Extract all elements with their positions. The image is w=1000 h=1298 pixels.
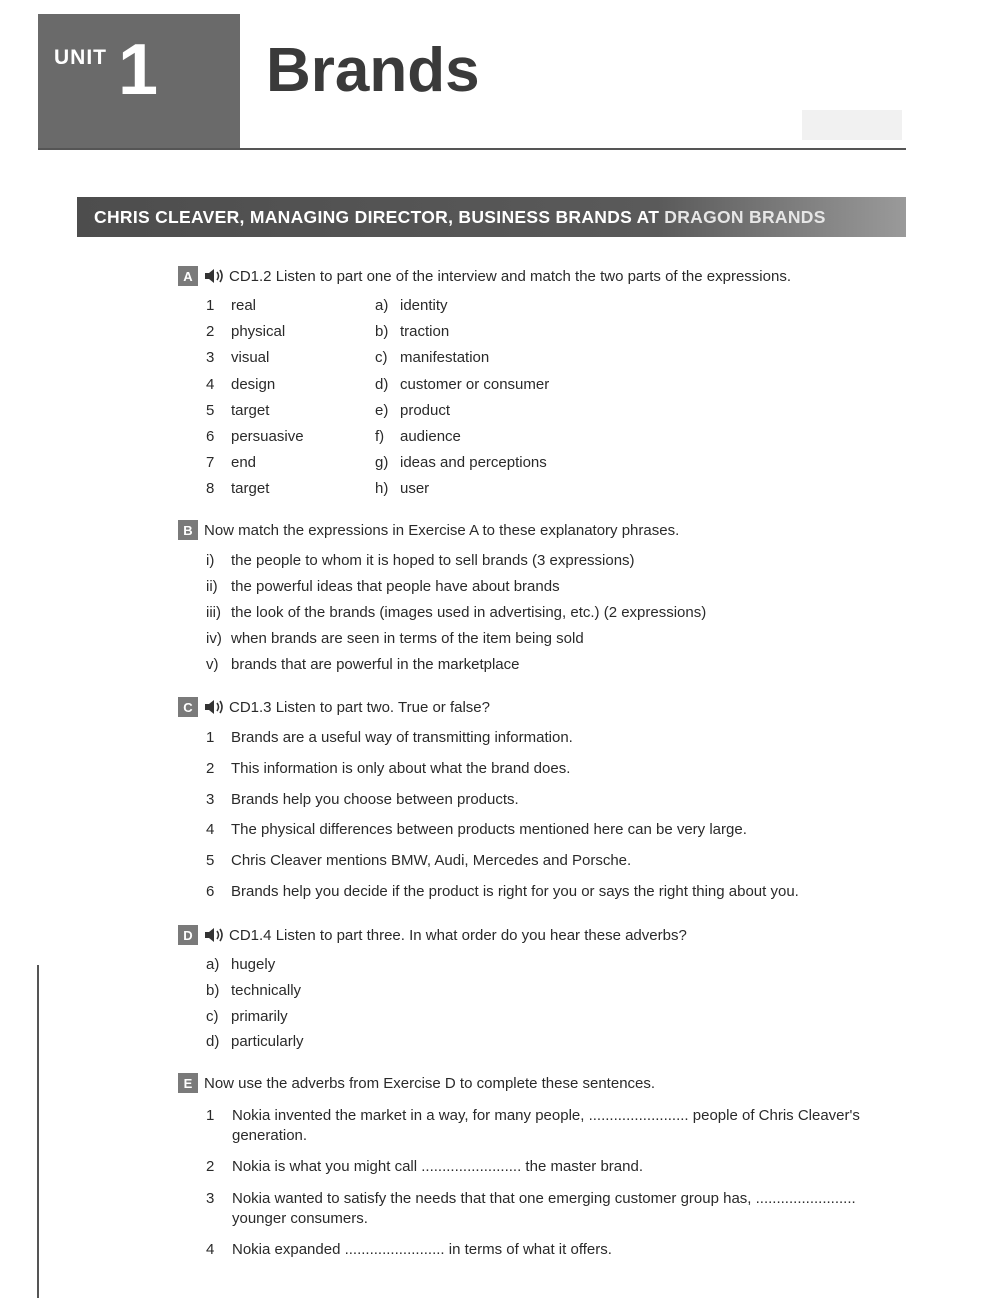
item-text: Nokia invented the market in a way, for many people, ........................ people of Chris Cleaver's generation. [232,1107,860,1144]
list-item [178,1189,908,1229]
item-text: hugely [231,956,276,973]
list-item [178,551,908,577]
item-number: d) [375,375,389,393]
exercise-letter: A [178,266,198,286]
list-item [178,882,908,913]
speaker-icon [204,927,226,943]
item-text: The physical differences between products mentioned here can be very large. [231,821,747,839]
item-number: 2 [206,1158,215,1175]
list-item [178,629,908,655]
list-item [178,1240,908,1260]
item-text: the look of the brands (images used in advertising, etc.) (2 expressions) [231,604,707,621]
item-text: target [231,480,270,498]
item-text: physical [231,323,286,341]
item-text: brands that are powerful in the marketplace [231,656,520,673]
item-text: Brands are a useful way of transmitting information. [231,729,573,746]
exercise-letter: D [178,925,198,945]
item-text: target [231,401,270,419]
item-number: 2 [206,759,215,777]
item-number: b) [206,981,220,999]
item-text: audience [400,427,461,445]
unit-label: UNIT [54,46,107,69]
item-text: primarily [231,1007,288,1025]
item-text: Nokia wanted to satisfy the needs that that one emerging customer group has, ........................ younger consumers. [232,1190,856,1227]
item-text: manifestation [400,349,490,367]
banner-highlight: DRAGON BRANDS [664,206,826,227]
list-item [178,851,908,882]
exercise-instruction: Now use the adverbs from Exercise D to complete these sentences. [204,1074,656,1092]
item-number: 4 [206,821,215,839]
item-text: Chris Cleaver mentions BMW, Audi, Mercedes and Porsche. [231,852,632,870]
item-text: This information is only about what the brand does. [231,759,571,777]
item-text: persuasive [231,427,304,445]
exercise-header [178,696,908,718]
exercise-instruction: Listen to part three. In what order do you hear these adverbs? [275,926,687,944]
banner-text: CHRIS CLEAVER, MANAGING DIRECTOR, BUSINESS BRANDS AT [94,206,660,227]
audio-track: CD1.2 [229,267,272,285]
item-text: Nokia is what you might call ........................ the master brand. [232,1158,643,1175]
audio-track: CD1.4 [229,926,272,944]
exercise-e [178,1072,908,1260]
list-item [178,296,908,322]
exercise-b [178,519,908,681]
exercise-instruction: Now match the expressions in Exercise A to these explanatory phrases. [204,521,680,539]
exercise-letter: B [178,520,198,540]
list-item [178,453,908,479]
item-text: end [231,454,257,472]
list-item [178,322,908,348]
list-item [178,955,908,981]
item-number: c) [206,1007,219,1025]
item-number: 1 [206,729,215,746]
item-number: 1 [206,1107,215,1124]
list-item [178,728,908,759]
list-item [178,479,908,505]
item-text: visual [231,349,270,367]
item-number: 6 [206,882,215,900]
list-item [178,401,908,427]
item-text: particularly [231,1033,304,1051]
list-item [178,1007,908,1033]
item-text: traction [400,323,450,341]
exercise-a [178,265,908,506]
header-divider [38,148,906,150]
unit-box [38,14,240,150]
item-number: 3 [206,349,215,367]
item-number: 2 [206,323,215,341]
item-number: 3 [206,1190,215,1207]
item-text: ideas and perceptions [400,454,547,472]
match-list [178,296,908,506]
item-text: design [231,375,276,393]
item-number: f) [375,427,385,445]
item-number: v) [206,656,219,673]
item-number: d) [206,1033,220,1051]
page-edge-line [37,965,39,1298]
list-item [178,759,908,790]
exercise-header [178,265,908,287]
item-number: 7 [206,454,215,472]
list-item [178,1032,908,1058]
list-item [178,655,908,681]
item-number: b) [375,323,389,341]
item-text: customer or consumer [400,375,550,393]
list-item [178,981,908,1007]
list-item [178,427,908,453]
list-item [178,820,908,851]
item-number: g) [375,454,389,472]
item-text: technically [231,981,302,999]
header-decoration [802,110,902,140]
item-text: real [231,297,257,314]
audio-track: CD1.3 [229,698,272,716]
exercise-header [178,519,908,541]
item-number: c) [375,349,388,367]
page-title: Brands [266,36,480,105]
item-number: 4 [206,1241,215,1258]
item-text: product [400,401,451,419]
list-item [178,375,908,401]
exercise-letter: C [178,697,198,717]
item-text: the powerful ideas that people have about brands [231,578,560,595]
speaker-icon [204,268,226,284]
item-number: a) [206,956,220,973]
speaker-icon [204,699,226,715]
item-number: ii) [206,578,218,595]
phrase-list [178,551,908,681]
true-false-list [178,728,908,913]
item-number: 1 [206,297,215,314]
item-text: Nokia expanded ........................ in terms of what it offers. [232,1241,612,1258]
item-number: 3 [206,790,215,808]
list-item [178,1157,908,1177]
section-banner [77,197,906,237]
item-number: h) [375,480,389,498]
item-text: Brands help you choose between products. [231,790,519,808]
list-item [178,790,908,821]
item-number: 5 [206,401,215,419]
adverb-list [178,955,908,1058]
exercise-instruction: Listen to part one of the interview and match the two parts of the expressions. [275,267,791,285]
list-item [178,603,908,629]
item-number: a) [375,297,389,314]
item-number: 5 [206,852,215,870]
list-item [178,577,908,603]
item-number: iii) [206,604,221,621]
item-number: i) [206,552,215,569]
item-number: 8 [206,480,215,498]
exercise-c [178,696,908,913]
item-text: user [400,480,430,498]
item-text: identity [400,297,448,314]
exercise-letter: E [178,1073,198,1093]
item-text: the people to whom it is hoped to sell brands (3 expressions) [231,552,635,569]
unit-number: 1 [118,30,159,110]
item-number: e) [375,401,389,419]
exercise-d [178,924,908,1058]
exercise-header [178,1072,908,1094]
exercise-header [178,924,908,946]
exercise-instruction: Listen to part two. True or false? [275,698,490,716]
item-number: 4 [206,375,215,393]
item-number: iv) [206,630,222,647]
item-number: 6 [206,427,215,445]
list-item [178,348,908,374]
list-item [178,1106,908,1146]
item-text: Brands help you decide if the product is right for you or says the right thing about you. [231,882,799,900]
item-text: when brands are seen in terms of the item being sold [231,630,584,647]
